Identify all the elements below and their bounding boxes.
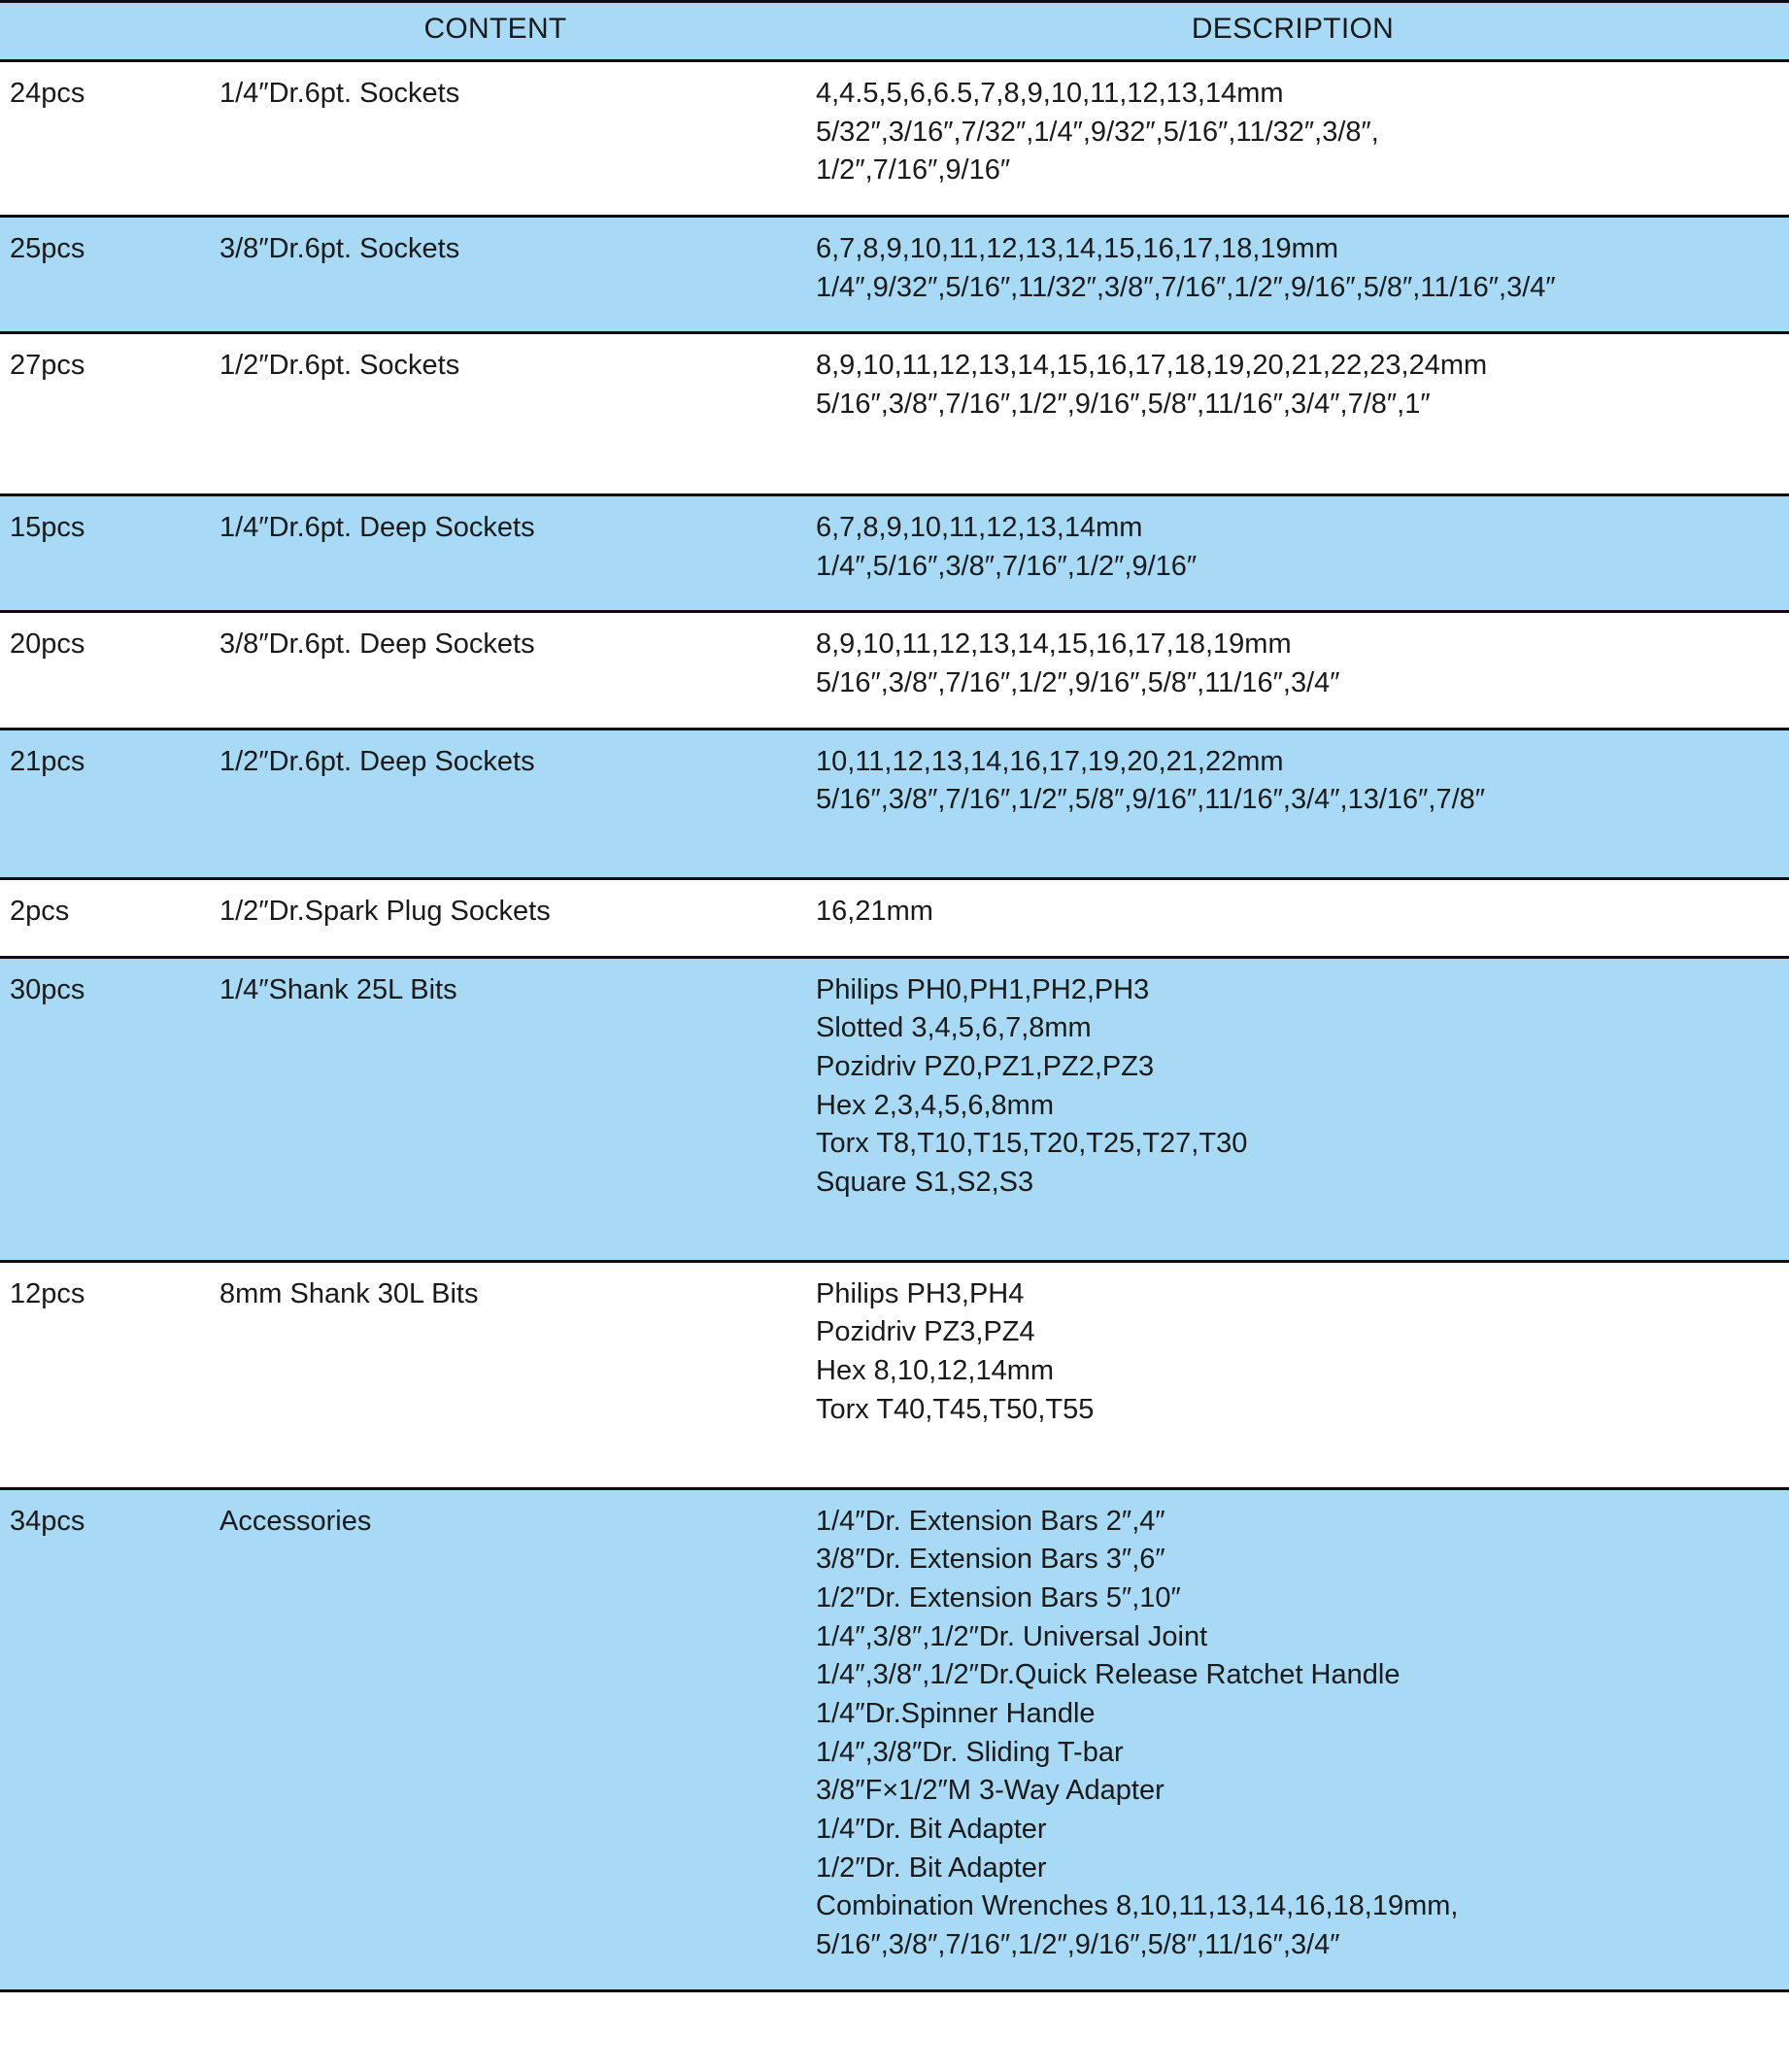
description-line: 5/16″,3/8″,7/16″,1/2″,5/8″,9/16″,11/16″,3/4″,13/16″,7/8″ [816, 784, 1486, 816]
cell-quantity: 25pcs [0, 217, 194, 333]
cell-quantity: 27pcs [0, 333, 194, 494]
description-line: Hex 2,3,4,5,6,8mm [816, 1089, 1054, 1121]
description-line: 1/4″,3/8″,1/2″Dr.Quick Release Ratchet Handle [816, 1659, 1401, 1691]
description-line: 4,4.5,5,6,6.5,7,8,9,10,11,12,13,14mm [816, 78, 1284, 109]
description-line: 1/4″Dr. Extension Bars 2″,4″ [816, 1505, 1165, 1537]
table-row [0, 61, 1789, 217]
cell-quantity: 34pcs [0, 1488, 194, 1990]
cell-quantity: 2pcs [0, 878, 194, 957]
table-row [0, 878, 1789, 957]
table-row [0, 729, 1789, 878]
description-line: 3/8″F×1/2″M 3-Way Adapter [816, 1775, 1165, 1807]
cell-description [796, 729, 1789, 878]
description-line: 1/4″,3/8″Dr. Sliding T-bar [816, 1736, 1124, 1768]
cell-quantity: 12pcs [0, 1261, 194, 1488]
cell-description [796, 957, 1789, 1261]
header-qty [0, 2, 194, 61]
header-content: CONTENT [194, 2, 796, 61]
description-line: 3/8″Dr. Extension Bars 3″,6″ [816, 1544, 1165, 1576]
cell-content: 1/2″Dr.6pt. Deep Sockets [194, 729, 796, 878]
table-body [0, 61, 1789, 1991]
description-line: Philips PH3,PH4 [816, 1277, 1025, 1309]
cell-quantity: 30pcs [0, 957, 194, 1261]
cell-content: 8mm Shank 30L Bits [194, 1261, 796, 1488]
description-line: 8,9,10,11,12,13,14,15,16,17,18,19,20,21,22,23,24mm [816, 350, 1488, 382]
table-row [0, 1488, 1789, 1990]
description-line: Philips PH0,PH1,PH2,PH3 [816, 973, 1150, 1005]
cell-content: Accessories [194, 1488, 796, 1990]
cell-description [796, 878, 1789, 957]
description-line: 6,7,8,9,10,11,12,13,14mm [816, 511, 1143, 543]
description-line: Torx T8,T10,T15,T20,T25,T27,T30 [816, 1128, 1248, 1160]
cell-description [796, 612, 1789, 729]
description-line: 1/4″,3/8″,1/2″Dr. Universal Joint [816, 1620, 1208, 1652]
description-line: Torx T40,T45,T50,T55 [816, 1393, 1095, 1425]
cell-description [796, 1488, 1789, 1990]
description-line: Pozidriv PZ3,PZ4 [816, 1316, 1035, 1348]
description-line: 5/16″,3/8″,7/16″,1/2″,9/16″,5/8″,11/16″,3/4″,7/8″,1″ [816, 389, 1431, 421]
description-line: 5/32″,3/16″,7/32″,1/4″,9/32″,5/16″,11/32″,3/8″, [816, 116, 1379, 148]
description-line: 6,7,8,9,10,11,12,13,14,15,16,17,18,19mm [816, 233, 1338, 265]
cell-quantity: 15pcs [0, 494, 194, 611]
description-line: Slotted 3,4,5,6,7,8mm [816, 1012, 1092, 1044]
description-line: 1/2″,7/16″,9/16″ [816, 154, 1011, 187]
description-line: 1/2″Dr. Bit Adapter [816, 1851, 1047, 1884]
table-row [0, 494, 1789, 611]
cell-quantity: 20pcs [0, 612, 194, 729]
cell-content: 3/8″Dr.6pt. Sockets [194, 217, 796, 333]
cell-description [796, 61, 1789, 217]
header-row [0, 2, 1789, 61]
description-line: 10,11,12,13,14,16,17,19,20,21,22mm [816, 745, 1284, 777]
cell-description [796, 494, 1789, 611]
description-line: Combination Wrenches 8,10,11,13,14,16,18,19mm, [816, 1890, 1459, 1922]
table-header [0, 2, 1789, 61]
description-line: 16,21mm [816, 895, 933, 927]
description-line: 1/4″,9/32″,5/16″,11/32″,3/8″,7/16″,1/2″,9/16″,5/8″,11/16″,3/4″ [816, 271, 1556, 303]
description-line: 8,9,10,11,12,13,14,15,16,17,18,19mm [816, 628, 1292, 661]
cell-description [796, 217, 1789, 333]
description-line: 5/16″,3/8″,7/16″,1/2″,9/16″,5/8″,11/16″,3/4″ [816, 666, 1340, 698]
description-line: Square S1,S2,S3 [816, 1167, 1034, 1199]
cell-description [796, 1261, 1789, 1488]
table-row [0, 333, 1789, 494]
cell-content: 1/2″Dr.6pt. Sockets [194, 333, 796, 494]
cell-quantity: 24pcs [0, 61, 194, 217]
description-line: 1/2″Dr. Extension Bars 5″,10″ [816, 1581, 1181, 1613]
table-row [0, 612, 1789, 729]
cell-description [796, 333, 1789, 494]
cell-content: 1/4″Dr.6pt. Deep Sockets [194, 494, 796, 611]
description-line: 5/16″,3/8″,7/16″,1/2″,9/16″,5/8″,11/16″,3/4″ [816, 1929, 1340, 1961]
cell-content: 1/2″Dr.Spark Plug Sockets [194, 878, 796, 957]
description-line: 1/4″Dr. Bit Adapter [816, 1814, 1047, 1845]
description-line: Hex 8,10,12,14mm [816, 1355, 1055, 1387]
table-row [0, 1261, 1789, 1488]
description-line: Pozidriv PZ0,PZ1,PZ2,PZ3 [816, 1051, 1155, 1082]
table-row [0, 957, 1789, 1261]
cell-quantity: 21pcs [0, 729, 194, 878]
table-row [0, 217, 1789, 333]
cell-content: 1/4″Shank 25L Bits [194, 957, 796, 1261]
cell-content: 1/4″Dr.6pt. Sockets [194, 61, 796, 217]
cell-content: 3/8″Dr.6pt. Deep Sockets [194, 612, 796, 729]
description-line: 1/4″Dr.Spinner Handle [816, 1697, 1096, 1729]
description-line: 1/4″,5/16″,3/8″,7/16″,1/2″,9/16″ [816, 550, 1198, 582]
header-description: DESCRIPTION [796, 2, 1789, 61]
